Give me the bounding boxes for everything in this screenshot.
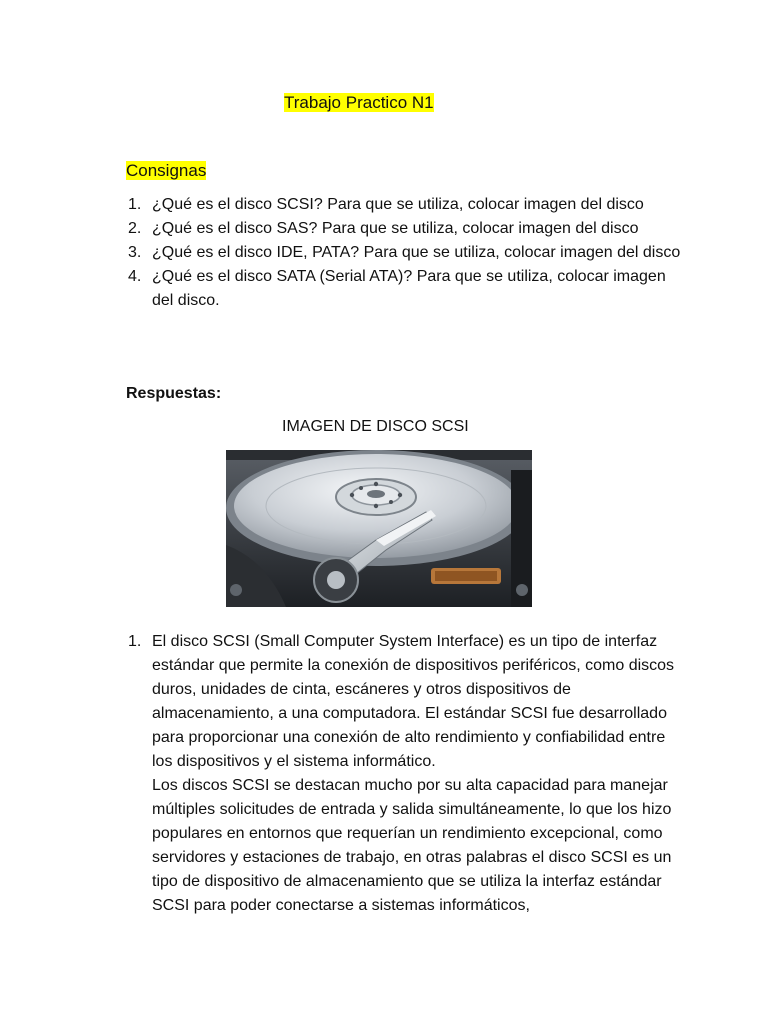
answer-number: 1.: [128, 633, 142, 650]
question-text: ¿Qué es el disco SCSI? Para que se utiliza, colocar imagen del disco: [152, 196, 644, 213]
respuestas-heading: Respuestas:: [126, 385, 222, 402]
question-number: 4.: [128, 268, 142, 285]
consignas-heading: [126, 159, 206, 183]
question-text: ¿Qué es el disco IDE, PATA? Para que se utiliza, colocar imagen del disco: [152, 244, 681, 261]
image-caption: IMAGEN DE DISCO SCSI: [282, 418, 469, 435]
questions-list: [126, 193, 686, 313]
answer-paragraph: Los discos SCSI se destacan mucho por su alta capacidad para manejar múltiples solicitudes de entrada y salida simultáneamente, lo que los hizo populares en entornos que requerían un rendimiento excepcional, como servidores y estaciones de trabajo, en otras palabras el disco SCSI es un tipo de dispositivo de almacenamiento que se utiliza la interfaz estándar SCSI para poder conectarse a sistemas informáticos,: [152, 777, 672, 914]
hard-disk-image: [226, 450, 532, 607]
consignas-heading-text: Consignas: [126, 161, 207, 180]
question-item: [126, 193, 686, 217]
question-text: ¿Qué es el disco SATA (Serial ATA)? Para que se utiliza, colocar imagen del disco.: [152, 268, 666, 309]
question-text: ¿Qué es el disco SAS? Para que se utiliza, colocar imagen del disco: [152, 220, 639, 237]
answer-body: [126, 630, 686, 918]
question-number: 1.: [128, 196, 142, 213]
answer-item: [126, 630, 686, 918]
question-number: 3.: [128, 244, 142, 261]
answer-paragraph: El disco SCSI (Small Computer System Interface) es un tipo de interfaz estándar que permite la conexión de dispositivos periféricos, como discos duros, unidades de cinta, escáneres y otros dispositivos de almacenamiento, a una computadora. El estándar SCSI fue desarrollado para proporcionar una conexión de alto rendimiento y confiabilidad entre los dispositivos y el sistema informático.: [152, 633, 675, 770]
document-title-text: Trabajo Practico N1: [284, 93, 434, 112]
question-item: [126, 265, 686, 313]
question-number: 2.: [128, 220, 142, 237]
document-title: [284, 91, 434, 115]
question-item: [126, 217, 686, 241]
question-item: [126, 241, 686, 265]
